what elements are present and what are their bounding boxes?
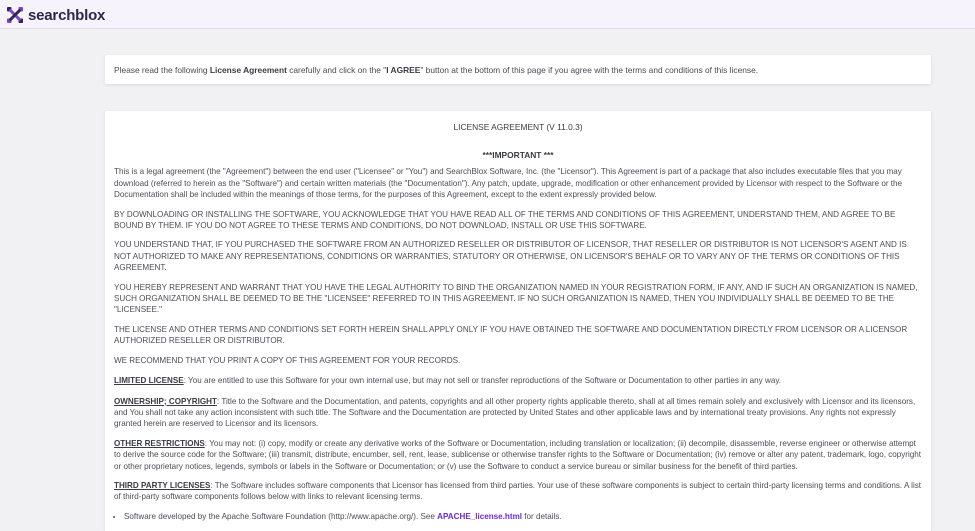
brand-name: searchblox — [28, 6, 106, 24]
license-paragraph-parties: This is a legal agreement (the "Agreement") between the end user ("Licensee" or "You") and SearchBlox Software, Inc. (the "Licensor"). This Agreement is part of a package that also includes executable files that you may download (referred to herein as the "Software") and certain written materials (the "Documentation"). Any patch, update, upgrade, modification or other enhancement provided by Licensor with respect to the Software or the Documentation shall be included within the meanings of those terms, for the purposes of this Agreement, except to the extent expressly provided below. — [114, 167, 903, 200]
notice-text-1: Please read the following — [114, 65, 210, 75]
brand-logo[interactable] — [6, 5, 105, 25]
notice-text-3: " button at the bottom of this page if you agree with the terms and conditions of this license. — [420, 65, 759, 75]
license-paragraph-authority: YOU HEREBY REPRESENT AND WARRANT THAT YOU HAVE THE LEGAL AUTHORITY TO BIND THE ORGANIZATION NAMED IN YOUR REGISTRATION FORM, IF ANY, AND IF SUCH AN ORGANIZATION IS NAMED, SUCH ORGANIZATION SHALL BE DEEMED TO BE THE "LICENSEE" REFERRED TO IN THIS AGREEMENT. IF NO SUCH ORGANIZATION IS NAMED, THEN YOU INDIVIDUALLY SHALL BE DEEMED TO BE THE "LICENSEE." — [114, 282, 918, 315]
bullet-text-end: for details. — [522, 511, 562, 521]
restrictions-heading: OTHER RESTRICTIONS — [114, 438, 205, 448]
ownership-section — [114, 396, 922, 430]
restrictions-section — [114, 438, 922, 472]
notice-bold-license: License Agreement — [209, 65, 287, 75]
top-bar — [0, 0, 975, 29]
ownership-heading: OWNERSHIP; COPYRIGHT — [114, 396, 217, 406]
third-party-heading: THIRD PARTY LICENSES — [114, 480, 211, 490]
third-party-text: : The Software includes software components that Licensor has licensed from third parties. Your use of these software components is subject to certain third-party licensing terms and conditions. A list of third-party software components follows below with links to relevant licensing terms. — [114, 480, 922, 502]
important-heading: ***IMPORTANT *** — [482, 150, 554, 160]
third-party-list — [114, 511, 922, 522]
license-notice — [105, 55, 931, 84]
searchblox-logo-icon — [6, 6, 24, 24]
license-agreement-panel[interactable] — [105, 111, 931, 531]
license-title: LICENSE AGREEMENT (V 11.0.3) — [453, 122, 583, 132]
license-paragraph-applicability: THE LICENSE AND OTHER TERMS AND CONDITIONS SET FORTH HEREIN SHALL APPLY ONLY IF YOU HAVE OBTAINED THE SOFTWARE AND DOCUMENTATION DIRECTLY FROM LICENSOR OR A LICENSOR AUTHORIZED RESELLER OR DISTRIBUTOR. — [114, 324, 908, 346]
notice-bold-agree: I AGREE — [386, 65, 421, 75]
notice-text-2: carefully and click on the " — [286, 65, 387, 75]
license-paragraph-print: WE RECOMMEND THAT YOU PRINT A COPY OF THIS AGREEMENT FOR YOUR RECORDS. — [114, 355, 461, 365]
apache-license-link[interactable]: APACHE_license.html — [437, 511, 523, 521]
limited-license-heading: LIMITED LICENSE — [114, 376, 184, 386]
bullet-text: Software developed by the Apache Software Foundation (http://www.apache.org/). See — [124, 511, 438, 521]
third-party-section — [114, 480, 922, 503]
restrictions-text: : You may not: (i) copy, modify or create any derivative works of the Software or Documentation, including translation or localization; (ii) decompile, disassemble, reverse engineer or otherwise attempt to derive the source code for the Software; (iii) transmit, distribute, encumber, sell, rent, lease, sublicense or otherwise transfer rights to the Software or Documentation; (iv) remove or alter any patent, trademark, logo, copyright or other proprietary notices, legends, symbols or labels in the Software or Documentation; or (v) use the Software to conduct a service bureau or similar business for the benefit of third parties. — [114, 438, 922, 471]
list-item — [124, 511, 922, 522]
license-paragraph-acknowledge: BY DOWNLOADING OR INSTALLING THE SOFTWARE, YOU ACKNOWLEDGE THAT YOU HAVE READ ALL OF THE TERMS AND CONDITIONS OF THIS AGREEMENT, UNDERSTAND THEM, AND AGREE TO BE BOUND BY THEM. IF YOU DO NOT AGREE TO THESE TERMS AND CONDITIONS, DO NOT DOWNLOAD, INSTALL OR USE THIS SOFTWARE. — [114, 209, 896, 231]
license-paragraph-reseller: YOU UNDERSTAND THAT, IF YOU PURCHASED THE SOFTWARE FROM AN AUTHORIZED RESELLER OR DISTRIBUTOR OF LICENSOR, THAT RESELLER OR DISTRIBUTOR IS NOT LICENSOR'S AGENT AND IS NOT AUTHORIZED TO MAKE ANY REPRESENTATIONS, CONDITIONS OR WARRANTIES, STATUTORY OR OTHERWISE, ON LICENSOR'S BEHALF OR TO VARY ANY OF THE TERMS OR CONDITIONS OF THIS AGREEMENT. — [114, 240, 907, 273]
limited-license-section — [114, 375, 922, 386]
ownership-text: : Title to the Software and the Documentation, and patents, copyrights and all other property rights applicable thereto, shall at all times remain solely and exclusively with Licensor and its licensors, and You shall not take any action inconsistent with such title. The Software and the Documentation are protected by United States and other applicable laws and by international treaty provisions. Any rights not expressly granted herein are reserved to Licensor and its licensors. — [114, 396, 916, 429]
limited-license-text: : You are entitled to use this Software for your own internal use, but may not sell or transfer reproductions of the Software or Documentation to other parties in any way. — [183, 376, 782, 386]
